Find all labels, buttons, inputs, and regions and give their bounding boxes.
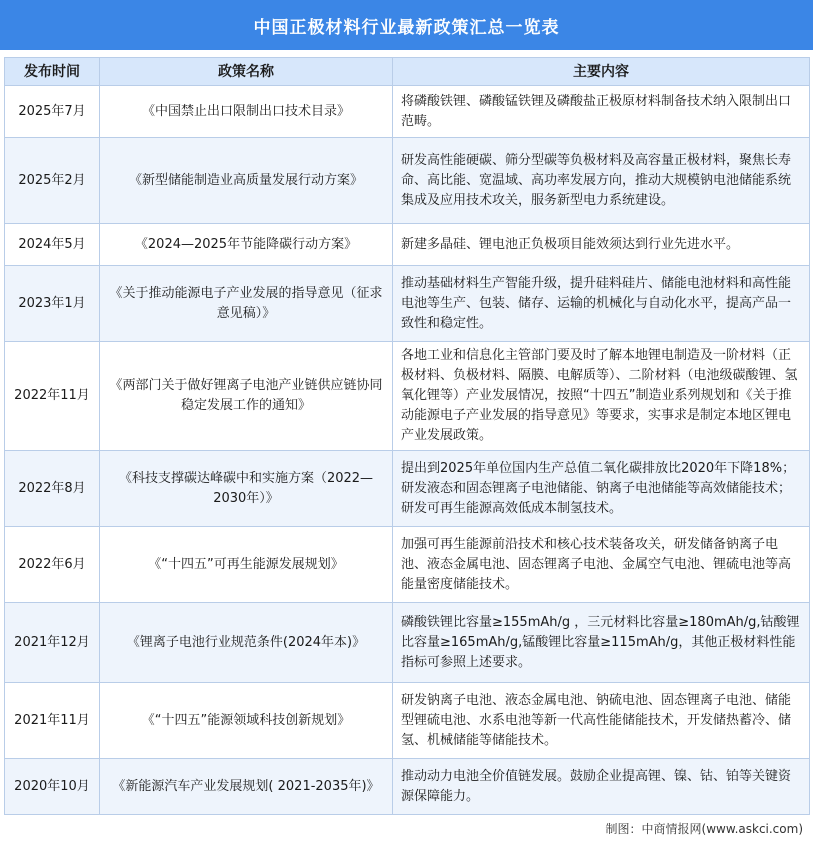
row-date: 2022年11月 — [5, 342, 100, 451]
row-policy-name: 《新型储能制造业高质量发展行动方案》 — [100, 138, 393, 224]
row-date: 2022年8月 — [5, 451, 100, 527]
column-header-name: 政策名称 — [100, 58, 393, 86]
row-date: 2025年2月 — [5, 138, 100, 224]
policy-table — [4, 57, 810, 815]
row-content: 推动动力电池全价值链发展。鼓励企业提高锂、镍、钴、铂等关键资源保障能力。 — [393, 759, 810, 815]
row-date: 2024年5月 — [5, 224, 100, 266]
row-content: 推动基础材料生产智能升级，提升硅料硅片、储能电池材料和高性能电池等生产、包装、储存、运输的机械化与自动化水平，提高产品一致性和稳定性。 — [393, 266, 810, 342]
row-content: 磷酸铁锂比容量≥155mAh/g ，三元材料比容量≥180mAh/g,钴酸锂比容量≥165mAh/g,锰酸锂比容量≥115mAh/g，其他正极材料性能指标可参照上述要求。 — [393, 603, 810, 683]
column-header-content: 主要内容 — [393, 58, 810, 86]
row-content: 研发钠离子电池、液态金属电池、钠硫电池、固态锂离子电池、储能型锂硫电池、水系电池等新一代高性能储能技术，开发储热蓄冷、储氢、机械储能等储能技术。 — [393, 683, 810, 759]
row-policy-name: 《中国禁止出口限制出口技术目录》 — [100, 86, 393, 138]
table-row — [5, 342, 810, 451]
table-row — [5, 86, 810, 138]
row-content: 研发高性能硬碳、筛分型碳等负极材料及高容量正极材料，聚焦长寿命、高比能、宽温域、高功率发展方向，推动大规模钠电池储能系统集成及应用技术攻关，服务新型电力系统建设。 — [393, 138, 810, 224]
table-row — [5, 759, 810, 815]
row-policy-name: 《2024—2025年节能降碳行动方案》 — [100, 224, 393, 266]
row-policy-name: 《关于推动能源电子产业发展的指导意见（征求意见稿）》 — [100, 266, 393, 342]
row-content: 将磷酸铁锂、磷酸锰铁锂及磷酸盐正极原材料制备技术纳入限制出口范畴。 — [393, 86, 810, 138]
row-policy-name: 《锂离子电池行业规范条件(2024年本)》 — [100, 603, 393, 683]
row-policy-name: 《新能源汽车产业发展规划( 2021-2035年)》 — [100, 759, 393, 815]
page-title: 中国正极材料行业最新政策汇总一览表 — [0, 0, 813, 50]
row-content: 各地工业和信息化主管部门要及时了解本地锂电制造及一阶材料（正极材料、负极材料、隔膜、电解质等）、二阶材料（电池级碳酸锂、氢氧化锂等）产业发展情况，按照“十四五”制造业系列规划和《关于推动能源电子产业发展的指导意见》等要求，实事求是制定本地区锂电产业发展政策。 — [393, 342, 810, 451]
table-row — [5, 603, 810, 683]
row-policy-name: 《“十四五”可再生能源发展规划》 — [100, 527, 393, 603]
row-date: 2022年6月 — [5, 527, 100, 603]
row-date: 2025年7月 — [5, 86, 100, 138]
row-policy-name: 《“十四五”能源领域科技创新规划》 — [100, 683, 393, 759]
table-row — [5, 266, 810, 342]
row-date: 2020年10月 — [5, 759, 100, 815]
row-content: 新建多晶硅、锂电池正负极项目能效须达到行业先进水平。 — [393, 224, 810, 266]
row-content: 加强可再生能源前沿技术和核心技术装备攻关，研发储备钠离子电池、液态金属电池、固态锂离子电池、金属空气电池、锂硫电池等高能量密度储能技术。 — [393, 527, 810, 603]
table-row — [5, 224, 810, 266]
table-row — [5, 451, 810, 527]
row-policy-name: 《两部门关于做好锂离子电池产业链供应链协同稳定发展工作的通知》 — [100, 342, 393, 451]
table-row — [5, 138, 810, 224]
row-content: 提出到2025年单位国内生产总值二氧化碳排放比2020年下降18%；研发液态和固态锂离子电池储能、钠离子电池储能等高效储能技术；研发可再生能源高效低成本制氢技术。 — [393, 451, 810, 527]
source-credit: 制图：中商情报网(www.askci.com) — [605, 822, 803, 836]
column-header-date: 发布时间 — [5, 58, 100, 86]
row-date: 2021年11月 — [5, 683, 100, 759]
row-date: 2021年12月 — [5, 603, 100, 683]
table-header-row — [5, 58, 810, 86]
row-policy-name: 《科技支撑碳达峰碳中和实施方案（2022—2030年）》 — [100, 451, 393, 527]
row-date: 2023年1月 — [5, 266, 100, 342]
table-row — [5, 683, 810, 759]
table-row — [5, 527, 810, 603]
